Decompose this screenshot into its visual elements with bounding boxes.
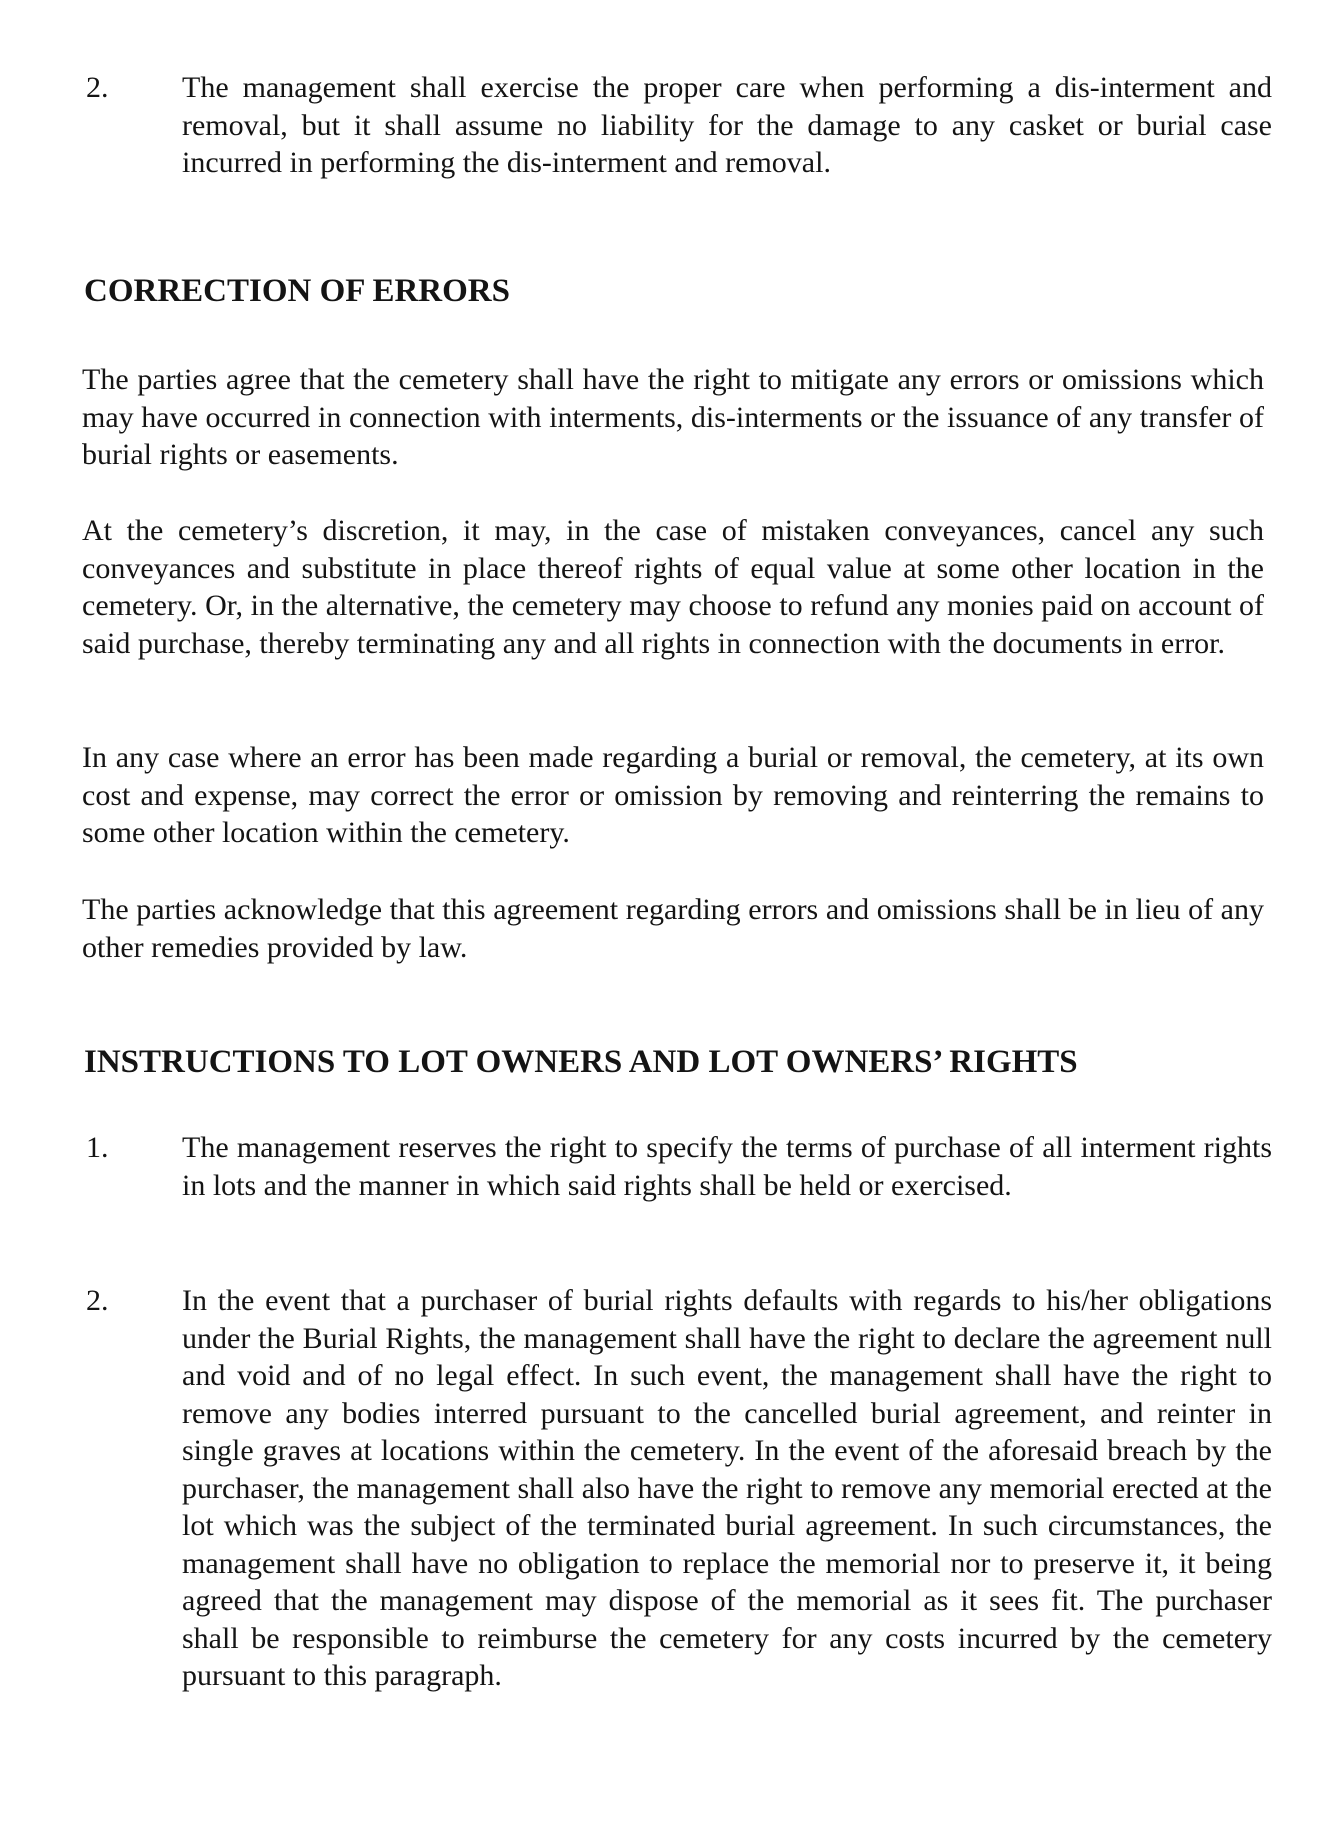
paragraph-remedies: The parties acknowledge that this agreement regarding errors and omissions shall be in lieu of any other remedies provided by law. — [82, 893, 1264, 964]
item-text: In the event that a purchaser of burial rights defaults with regards to his/her obligations under the Burial Rights, the management shall have the right to declare the agreement null and void and of no legal effect. In such event, the management shall have the right to remove any bodies interred pursuant to the cancelled burial agreement, and reinter in single graves at locations within the cemetery. In the event of the aforesaid breach by the purchaser, the management shall also have the right to remove any memorial erected at the lot which was the subject of the terminated burial agreement. In such circumstances, the management shall have no obligation to replace the memorial nor to preserve it, it being agreed that the management may dispose of the memorial as it sees fit. The purchaser shall be responsible to reimburse the cemetery for any costs incurred by the cemetery pursuant to this paragraph. — [182, 1284, 1272, 1692]
item-text: The management reserves the right to specify the terms of purchase of all interment rights in lots and the manner in which said rights shall be held or exercised. — [182, 1131, 1272, 1202]
item-text: The management shall exercise the proper care when performing a dis-interment and removal, but it shall assume no liability for the damage to any casket or burial case incurred in performing the dis-interment and removal. — [182, 71, 1272, 179]
list-item-terms-of-purchase — [86, 1129, 1272, 1204]
paragraph-burial-removal-error: In any case where an error has been made regarding a burial or removal, the cemetery, at its own cost and expense, may correct the error or omission by removing and reinterring the remains to some other location within the cemetery. — [82, 741, 1264, 849]
section-heading-correction-of-errors: CORRECTION OF ERRORS — [84, 273, 510, 309]
section-heading-instructions-to-lot-owners: INSTRUCTIONS TO LOT OWNERS AND LOT OWNERS’ RIGHTS — [84, 1044, 1078, 1080]
item-number: 1. — [86, 1131, 109, 1164]
item-number: 2. — [86, 71, 109, 104]
paragraph-right-to-mitigate: The parties agree that the cemetery shall have the right to mitigate any errors or omissions which may have occurred in connection with interments, dis-interments or the issuance of any transfer of burial rights or easements. — [82, 363, 1264, 471]
item-number: 2. — [86, 1284, 109, 1317]
list-item-purchaser-default — [86, 1282, 1272, 1695]
list-item-disinterment-care — [86, 69, 1272, 182]
paragraph-mistaken-conveyances: At the cemetery’s discretion, it may, in the case of mistaken conveyances, cancel any such conveyances and substitute in place thereof rights of equal value at some other location in the cemetery. Or, in the alternative, the cemetery may choose to refund any monies paid on account of said purchase, thereby terminating any and all rights in connection with the documents in error. — [82, 514, 1264, 660]
